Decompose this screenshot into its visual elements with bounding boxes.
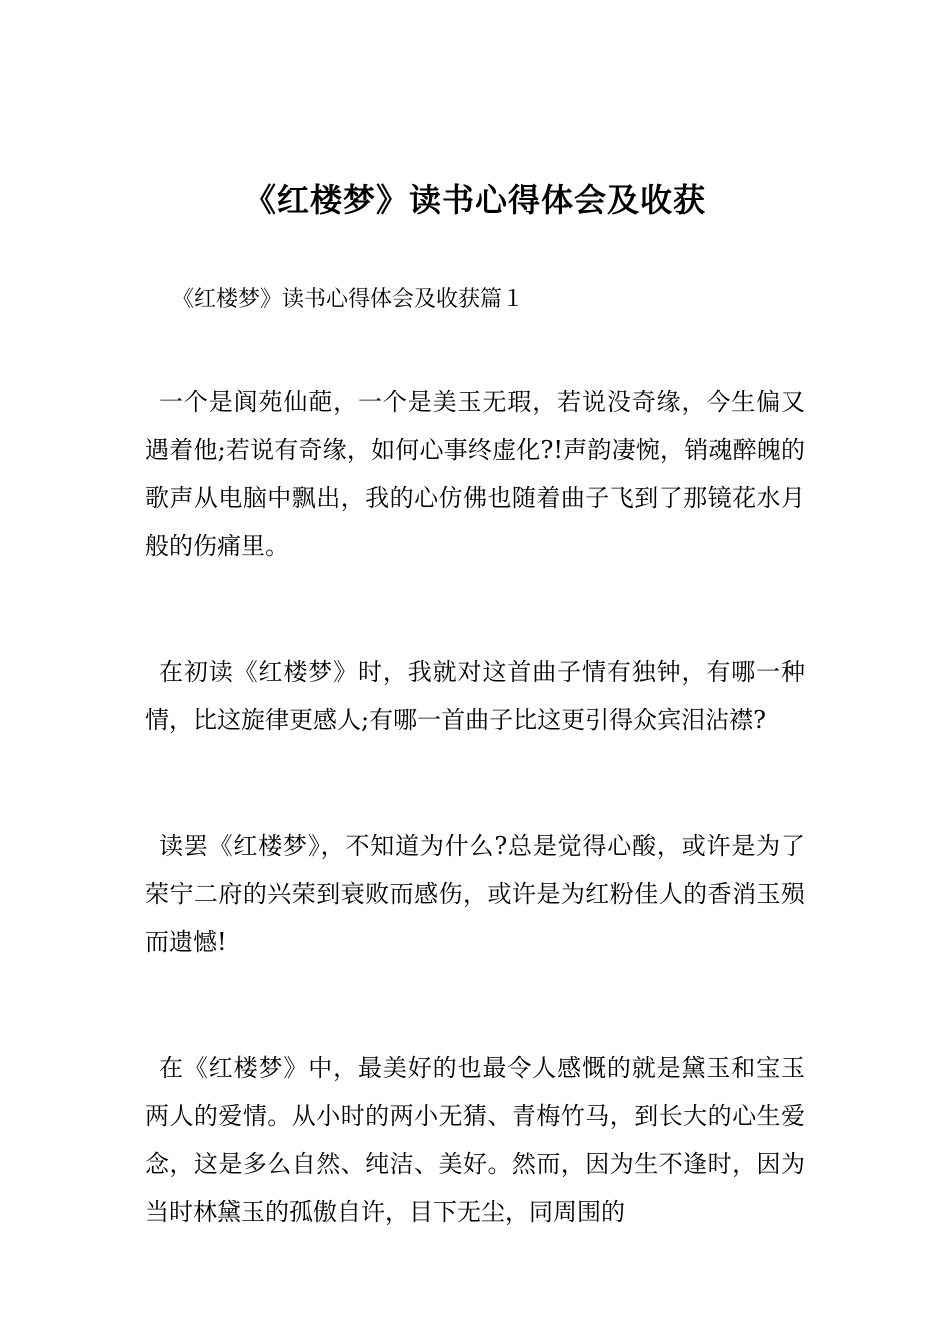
body-text <box>145 378 805 1314</box>
document-title: 《红楼梦》读书心得体会及收获 <box>243 181 706 219</box>
paragraph-2: 在初读《红楼梦》时，我就对这首曲子情有独钟，有哪一种情，比这旋律更感人;有哪一首曲子比这更引得众宾泪沾襟? <box>145 658 805 734</box>
paragraph-1: 一个是阆苑仙葩，一个是美玉无瑕，若说没奇缘，今生偏又遇着他;若说有奇缘，如何心事终虚化?!声韵凄惋，销魂醉魄的歌声从电脑中飘出，我的心仿佛也随着曲子飞到了那镜花水月般的伤痛里。 <box>145 388 805 560</box>
paragraph-4: 在《红楼梦》中，最美好的也最令人感慨的就是黛玉和宝玉两人的爱情。从小时的两小无猜、青梅竹马，到长大的心生爱念，这是多么自然、纯洁、美好。然而，因为生不逢时，因为当时林黛玉的孤傲自许，目下无尘，同周围的 <box>145 1054 805 1226</box>
paragraph-3: 读罢《红楼梦》，不知道为什么?总是觉得心酸，或许是为了荣宁二府的兴荣到衰败而感伤，或许是为红粉佳人的香消玉殒而遗憾! <box>145 832 805 956</box>
section-heading: 《红楼梦》读书心得体会及收获篇１ <box>172 287 525 312</box>
